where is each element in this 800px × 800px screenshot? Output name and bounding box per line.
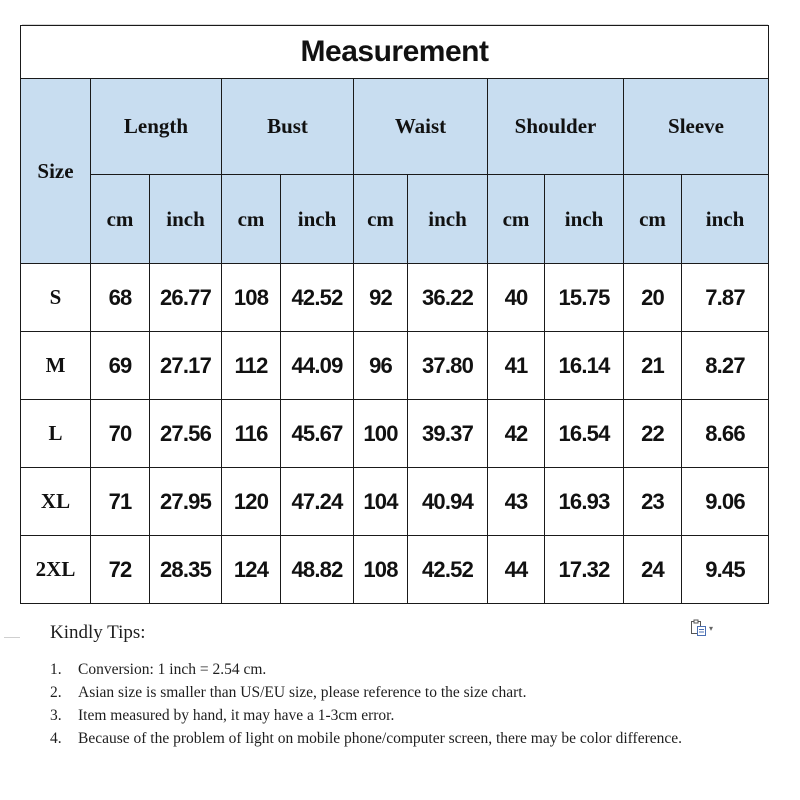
value-cell-bust-cm: 116 xyxy=(222,400,281,468)
table-body xyxy=(21,264,769,604)
size-label-cell: M xyxy=(21,332,91,400)
value-cell-sleeve-inch: 7.87 xyxy=(682,264,769,332)
value-cell-waist-cm: 92 xyxy=(354,264,408,332)
unit-header-waist-inch: inch xyxy=(408,175,488,264)
value-cell-sleeve-inch: 9.06 xyxy=(682,468,769,536)
value-cell-waist-cm: 96 xyxy=(354,332,408,400)
size-label-cell: S xyxy=(21,264,91,332)
value-cell-waist-inch: 39.37 xyxy=(408,400,488,468)
table-title: Measurement xyxy=(21,26,769,79)
value-cell-bust-cm: 120 xyxy=(222,468,281,536)
value-cell-bust-cm: 124 xyxy=(222,536,281,604)
value-cell-sleeve-inch: 8.27 xyxy=(682,332,769,400)
clipboard-icon xyxy=(690,619,707,637)
value-cell-sleeve-cm: 21 xyxy=(624,332,682,400)
value-cell-waist-cm: 108 xyxy=(354,536,408,604)
chevron-down-icon: ▾ xyxy=(709,623,714,633)
value-cell-shoulder-inch: 16.14 xyxy=(545,332,624,400)
size-label-cell: XL xyxy=(21,468,91,536)
value-cell-length-cm: 69 xyxy=(91,332,150,400)
tip-number: 4. xyxy=(50,730,62,747)
unit-header-shoulder-inch: inch xyxy=(545,175,624,264)
value-cell-length-inch: 27.95 xyxy=(150,468,222,536)
tip-item xyxy=(50,727,740,750)
unit-header-length-cm: cm xyxy=(91,175,150,264)
tip-text: Conversion: 1 inch = 2.54 cm. xyxy=(78,661,267,678)
value-cell-waist-cm: 100 xyxy=(354,400,408,468)
value-cell-bust-cm: 108 xyxy=(222,264,281,332)
group-header-shoulder: Shoulder xyxy=(488,79,624,175)
value-cell-shoulder-inch: 17.32 xyxy=(545,536,624,604)
size-label-cell: L xyxy=(21,400,91,468)
unit-header-bust-inch: inch xyxy=(281,175,354,264)
value-cell-shoulder-cm: 41 xyxy=(488,332,545,400)
value-cell-sleeve-inch: 8.66 xyxy=(682,400,769,468)
value-cell-shoulder-cm: 44 xyxy=(488,536,545,604)
tip-text: Item measured by hand, it may have a 1-3cm error. xyxy=(78,707,395,724)
tips-title: Kindly Tips: xyxy=(50,622,146,643)
unit-header-length-inch: inch xyxy=(150,175,222,264)
value-cell-length-inch: 26.77 xyxy=(150,264,222,332)
unit-header-sleeve-inch: inch xyxy=(682,175,769,264)
table-row xyxy=(21,264,769,332)
unit-header-waist-cm: cm xyxy=(354,175,408,264)
value-cell-length-cm: 71 xyxy=(91,468,150,536)
paste-options-icon[interactable] xyxy=(690,618,718,638)
unit-header-shoulder-cm: cm xyxy=(488,175,545,264)
unit-header-bust-cm: cm xyxy=(222,175,281,264)
group-header-sleeve: Sleeve xyxy=(624,79,769,175)
value-cell-shoulder-cm: 42 xyxy=(488,400,545,468)
tip-number: 1. xyxy=(50,661,62,678)
value-cell-waist-cm: 104 xyxy=(354,468,408,536)
group-header-waist: Waist xyxy=(354,79,488,175)
value-cell-waist-inch: 40.94 xyxy=(408,468,488,536)
tip-number: 2. xyxy=(50,684,62,701)
tip-text: Asian size is smaller than US/EU size, please reference to the size chart. xyxy=(78,684,527,701)
value-cell-waist-inch: 42.52 xyxy=(408,536,488,604)
value-cell-sleeve-cm: 22 xyxy=(624,400,682,468)
group-header-bust: Bust xyxy=(222,79,354,175)
tip-text: Because of the problem of light on mobile phone/computer screen, there may be color difference. xyxy=(78,730,682,747)
value-cell-shoulder-cm: 43 xyxy=(488,468,545,536)
group-header-length: Length xyxy=(91,79,222,175)
value-cell-bust-inch: 48.82 xyxy=(281,536,354,604)
value-cell-bust-inch: 45.67 xyxy=(281,400,354,468)
value-cell-length-inch: 27.56 xyxy=(150,400,222,468)
value-cell-shoulder-inch: 15.75 xyxy=(545,264,624,332)
value-cell-sleeve-cm: 23 xyxy=(624,468,682,536)
value-cell-bust-inch: 44.09 xyxy=(281,332,354,400)
value-cell-length-inch: 28.35 xyxy=(150,536,222,604)
value-cell-waist-inch: 36.22 xyxy=(408,264,488,332)
size-column-header: Size xyxy=(21,79,91,264)
tips-list xyxy=(50,658,740,750)
tip-item xyxy=(50,681,740,704)
value-cell-waist-inch: 37.80 xyxy=(408,332,488,400)
value-cell-bust-inch: 47.24 xyxy=(281,468,354,536)
table-row xyxy=(21,332,769,400)
value-cell-length-cm: 68 xyxy=(91,264,150,332)
size-label-cell: 2XL xyxy=(21,536,91,604)
value-cell-shoulder-inch: 16.54 xyxy=(545,400,624,468)
value-cell-length-cm: 70 xyxy=(91,400,150,468)
measurement-table xyxy=(20,25,769,604)
table-row xyxy=(21,536,769,604)
value-cell-length-cm: 72 xyxy=(91,536,150,604)
tip-number: 3. xyxy=(50,707,62,724)
value-cell-bust-cm: 112 xyxy=(222,332,281,400)
margin-tick xyxy=(4,637,20,638)
value-cell-bust-inch: 42.52 xyxy=(281,264,354,332)
table-row xyxy=(21,468,769,536)
tip-item xyxy=(50,658,740,681)
value-cell-sleeve-cm: 20 xyxy=(624,264,682,332)
value-cell-sleeve-inch: 9.45 xyxy=(682,536,769,604)
value-cell-shoulder-inch: 16.93 xyxy=(545,468,624,536)
value-cell-shoulder-cm: 40 xyxy=(488,264,545,332)
table-row xyxy=(21,400,769,468)
unit-header-sleeve-cm: cm xyxy=(624,175,682,264)
value-cell-length-inch: 27.17 xyxy=(150,332,222,400)
tip-item xyxy=(50,704,740,727)
value-cell-sleeve-cm: 24 xyxy=(624,536,682,604)
